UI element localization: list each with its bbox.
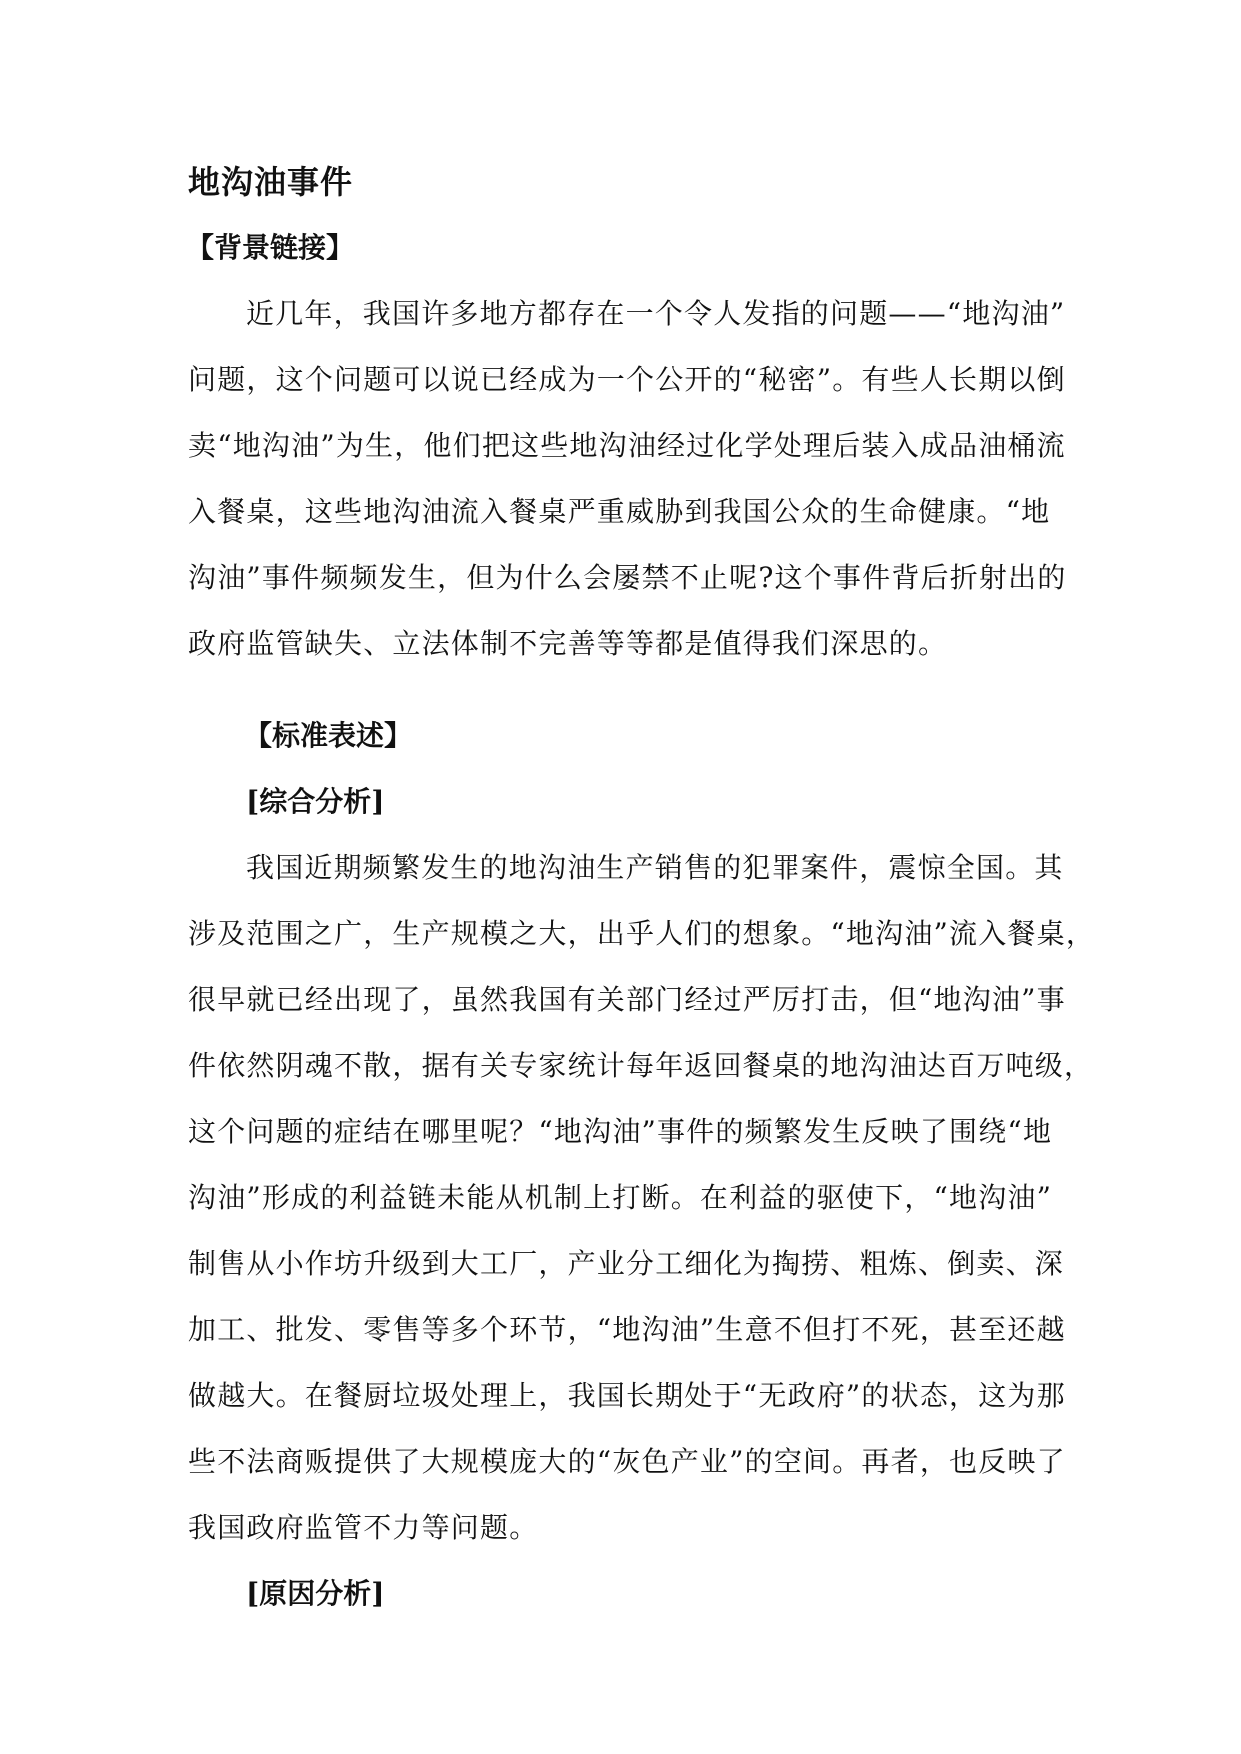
- paragraph-line: 沟油”形成的利益链未能从机制上打断。在利益的驱使下，“地沟油”: [188, 1181, 1053, 1214]
- paragraph-line: 这个问题的症结在哪里呢？“地沟油”事件的频繁发生反映了围绕“地: [188, 1115, 1053, 1148]
- paragraph-line: 问题，这个问题可以说已经成为一个公开的“秘密”。有些人长期以倒: [188, 363, 1066, 396]
- document-title: 地沟油事件: [188, 163, 354, 201]
- paragraph-line: 做越大。在餐厨垃圾处理上，我国长期处于“无政府”的状态，这为那: [188, 1379, 1066, 1412]
- paragraph-line: 沟油”事件频频发生，但为什么会屡禁不止呢?这个事件背后折射出的: [188, 561, 1067, 594]
- paragraph-line: 些不法商贩提供了大规模庞大的“灰色产业”的空间。再者，也反映了: [188, 1445, 1066, 1478]
- background-heading: 【背景链接】: [186, 231, 355, 264]
- paragraph-line: 很早就已经出现了，虽然我国有关部门经过严厉打击，但“地沟油”事: [188, 983, 1066, 1016]
- cause-analysis-heading: [原因分析]: [246, 1577, 385, 1610]
- paragraph-line: 我国政府监管不力等问题。: [188, 1511, 539, 1544]
- paragraph-line: 件依然阴魂不散，据有关专家统计每年返回餐桌的地沟油达百万吨级，: [188, 1049, 1094, 1082]
- comprehensive-paragraph: [188, 850, 1096, 1576]
- paragraph-line: 加工、批发、零售等多个环节，“地沟油”生意不但打不死，甚至还越: [188, 1313, 1066, 1346]
- background-paragraph: [188, 296, 1067, 692]
- paragraph-line: 制售从小作坊升级到大工厂，产业分工细化为掏捞、粗炼、倒卖、深: [188, 1247, 1065, 1280]
- paragraph-line: 涉及范围之广，生产规模之大，出乎人们的想象。“地沟油”流入餐桌，: [188, 917, 1096, 950]
- comprehensive-analysis-heading: [综合分析]: [246, 785, 385, 818]
- paragraph-line: 近几年，我国许多地方都存在一个令人发指的问题——“地沟油”: [246, 297, 1066, 330]
- paragraph-line: 入餐桌，这些地沟油流入餐桌严重威胁到我国公众的生命健康。“地: [188, 495, 1051, 528]
- standard-heading: 【标准表述】: [244, 719, 413, 752]
- paragraph-line: 卖“地沟油”为生，他们把这些地沟油经过化学处理后装入成品油桶流: [188, 429, 1066, 462]
- paragraph-line: 政府监管缺失、立法体制不完善等等都是值得我们深思的。: [188, 627, 948, 660]
- paragraph-line: 我国近期频繁发生的地沟油生产销售的犯罪案件，震惊全国。其: [246, 851, 1064, 884]
